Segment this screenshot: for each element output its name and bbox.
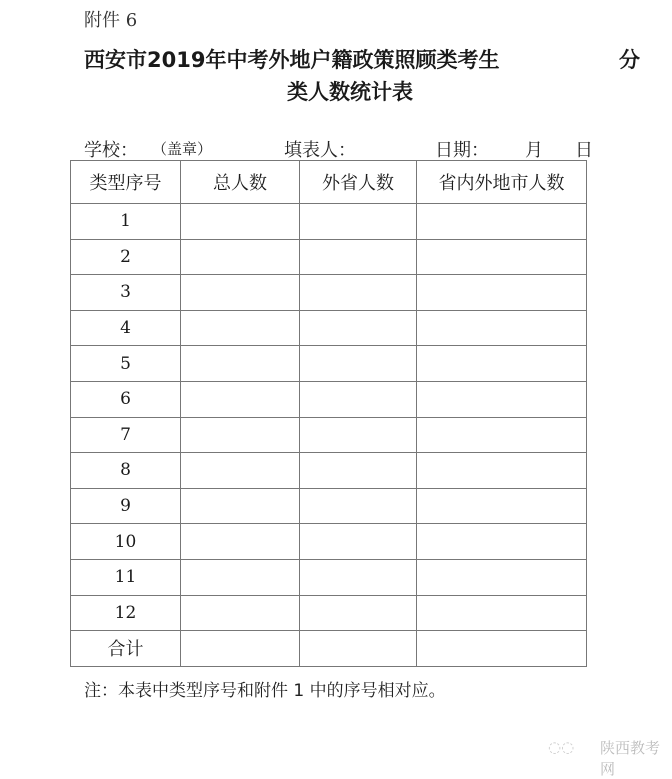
data-cell[interactable] — [417, 559, 587, 595]
data-cell[interactable] — [300, 417, 417, 453]
header-total: 总人数 — [181, 161, 300, 204]
data-cell[interactable] — [181, 275, 300, 311]
data-cell[interactable] — [417, 453, 587, 489]
data-cell[interactable] — [417, 204, 587, 240]
table-row — [71, 346, 587, 382]
data-cell[interactable] — [417, 417, 587, 453]
type-number-cell: 6 — [71, 381, 181, 417]
type-number-cell: 5 — [71, 346, 181, 382]
title-line-1-tail: 分 — [619, 48, 640, 72]
data-cell[interactable] — [417, 524, 587, 560]
date-label: 日期： — [435, 140, 489, 161]
data-cell[interactable] — [181, 381, 300, 417]
data-cell[interactable] — [300, 381, 417, 417]
data-cell[interactable] — [300, 204, 417, 240]
type-number-cell: 12 — [71, 595, 181, 631]
title-line-2: 类人数统计表 — [287, 80, 413, 104]
data-cell[interactable] — [417, 381, 587, 417]
data-cell[interactable] — [181, 346, 300, 382]
type-number-cell: 8 — [71, 453, 181, 489]
total-cell[interactable] — [181, 631, 300, 667]
data-cell[interactable] — [417, 310, 587, 346]
data-cell[interactable] — [300, 275, 417, 311]
data-cell[interactable] — [181, 488, 300, 524]
data-cell[interactable] — [300, 239, 417, 275]
data-cell[interactable] — [181, 239, 300, 275]
data-cell[interactable] — [300, 595, 417, 631]
data-cell[interactable] — [417, 239, 587, 275]
data-cell[interactable] — [300, 346, 417, 382]
month-label: 月 — [525, 140, 543, 161]
table-row — [71, 204, 587, 240]
data-cell[interactable] — [181, 453, 300, 489]
total-cell[interactable] — [417, 631, 587, 667]
table-row — [71, 559, 587, 595]
school-label: 学校： — [84, 140, 138, 161]
data-cell[interactable] — [417, 275, 587, 311]
data-cell[interactable] — [417, 488, 587, 524]
table-row — [71, 453, 587, 489]
data-cell[interactable] — [181, 204, 300, 240]
data-cell[interactable] — [181, 559, 300, 595]
table-row — [71, 595, 587, 631]
data-cell[interactable] — [181, 595, 300, 631]
type-number-cell: 1 — [71, 204, 181, 240]
total-label: 合计 — [71, 631, 181, 667]
data-cell[interactable] — [181, 417, 300, 453]
statistics-table — [70, 160, 587, 667]
header-in-province-other-city: 省内外地市人数 — [417, 161, 587, 204]
table-row — [71, 488, 587, 524]
header-type-number: 类型序号 — [71, 161, 181, 204]
filler-label: 填表人： — [284, 140, 356, 161]
type-number-cell: 7 — [71, 417, 181, 453]
footnote: 注：本表中类型序号和附件 1 中的序号相对应。 — [84, 681, 446, 701]
watermark: 陕西教考网 — [600, 739, 661, 778]
table-row — [71, 239, 587, 275]
type-number-cell: 3 — [71, 275, 181, 311]
table-header-row — [71, 161, 587, 204]
data-cell[interactable] — [181, 524, 300, 560]
table-row — [71, 310, 587, 346]
data-cell[interactable] — [300, 453, 417, 489]
type-number-cell: 9 — [71, 488, 181, 524]
header-out-of-province: 外省人数 — [300, 161, 417, 204]
type-number-cell: 11 — [71, 559, 181, 595]
total-row — [71, 631, 587, 667]
data-cell[interactable] — [300, 488, 417, 524]
title-line-1: 西安市2019年中考外地户籍政策照顾类考生 — [84, 48, 500, 72]
type-number-cell: 2 — [71, 239, 181, 275]
table-row — [71, 524, 587, 560]
wechat-icon: ◌◌ — [548, 738, 575, 756]
data-cell[interactable] — [300, 524, 417, 560]
type-number-cell: 4 — [71, 310, 181, 346]
data-cell[interactable] — [181, 310, 300, 346]
attachment-label: 附件 6 — [84, 10, 138, 31]
data-cell[interactable] — [417, 346, 587, 382]
data-cell[interactable] — [300, 559, 417, 595]
data-cell[interactable] — [300, 310, 417, 346]
table-row — [71, 381, 587, 417]
total-cell[interactable] — [300, 631, 417, 667]
type-number-cell: 10 — [71, 524, 181, 560]
data-cell[interactable] — [417, 595, 587, 631]
table-row — [71, 417, 587, 453]
seal-label: （盖章） — [152, 140, 213, 158]
day-label: 日 — [575, 140, 593, 161]
table-row — [71, 275, 587, 311]
